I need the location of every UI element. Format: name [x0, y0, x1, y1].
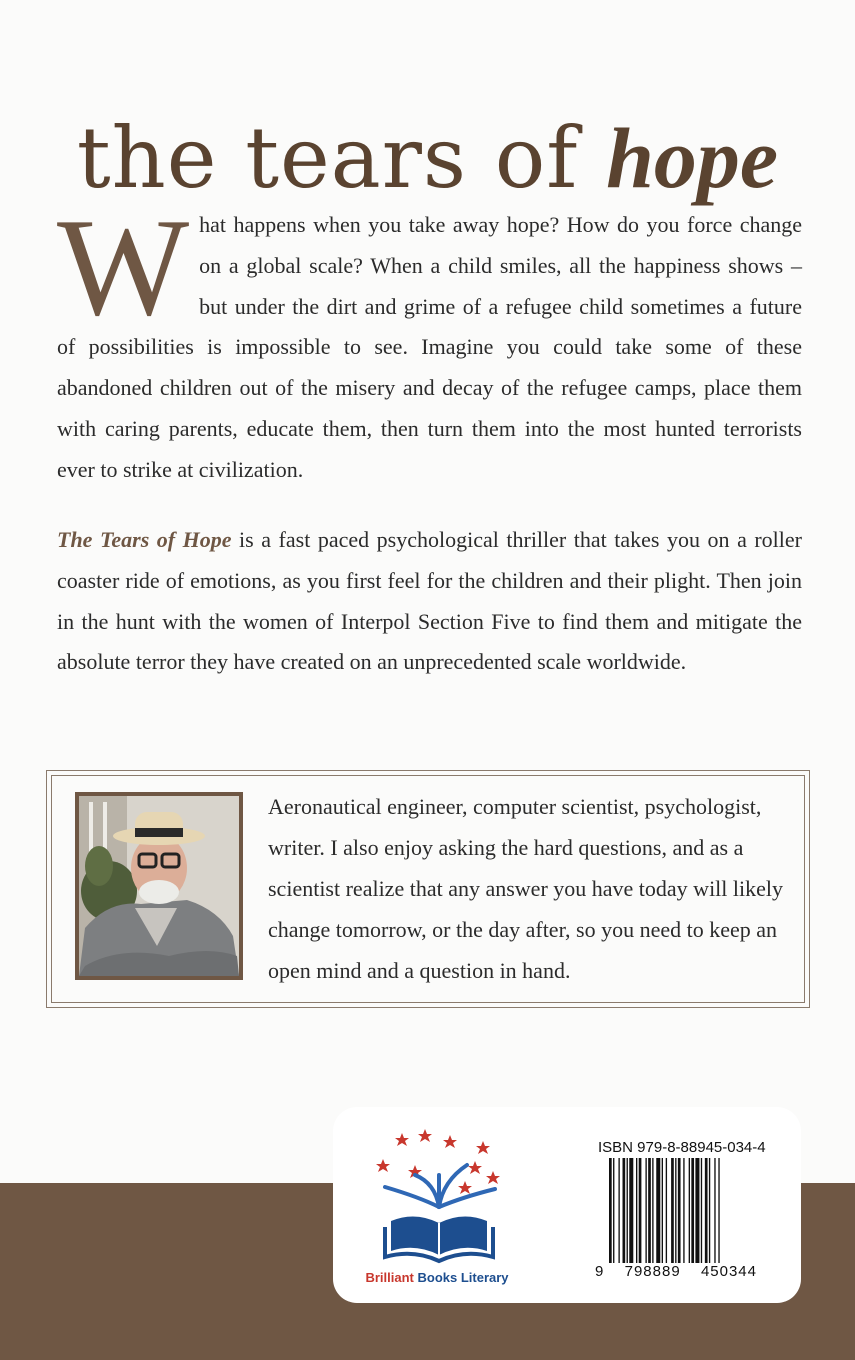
barcode-bar — [678, 1158, 681, 1274]
barcode-bar — [662, 1158, 663, 1274]
isbn-label: ISBN 979-8-88945-034-4 — [598, 1139, 766, 1156]
barcode-bar — [652, 1158, 653, 1274]
blurb-paragraph-1-text: hat happens when you take away hope? How do you force change on a global scale? When a child smiles, all the happiness shows – but under the dirt and grime of a refugee child sometimes a future of possibilities is impossible to see. Imagine you could take some of these abandoned children out of the misery and decay of the refugee camps, place them with caring parents, educate them, then turn them into the most hunted terrorists ever to strike at civilization. — [57, 212, 802, 482]
barcode-bar — [683, 1158, 684, 1274]
drop-cap: W — [57, 190, 190, 345]
author-photo — [75, 792, 243, 980]
title-emphasis: hope — [606, 110, 779, 206]
barcode-bar — [656, 1158, 660, 1274]
barcode-bar — [675, 1158, 676, 1274]
barcode-digit-lead: 9 — [595, 1263, 605, 1280]
barcode-bar — [718, 1158, 719, 1274]
barcode-bar — [623, 1158, 626, 1274]
barcode-bar — [701, 1158, 702, 1274]
barcode-bar — [695, 1158, 699, 1274]
publisher-logo-icon — [355, 1125, 525, 1290]
barcode-bar — [639, 1158, 642, 1274]
author-bio-text: Aeronautical engineer, computer scientist, psychologist, writer. I also enjoy asking the hard questions, and as a scientist realize that any answer you have today will likely change tomorrow, or the day after, so you need to keep an open mind and a question in hand. — [268, 794, 784, 983]
barcode-bar — [618, 1158, 619, 1274]
barcode-bar — [705, 1158, 708, 1274]
barcode-bar — [629, 1158, 633, 1274]
publisher-name-part2: Books Literary — [413, 1270, 509, 1285]
barcode-bar — [714, 1158, 715, 1274]
barcode-bar — [689, 1158, 690, 1274]
publisher-name-part1: Brilliant — [365, 1270, 414, 1285]
barcode-digits-group-1: 798889 — [624, 1263, 681, 1280]
author-portrait-image — [79, 796, 239, 976]
barcode-bar — [709, 1158, 710, 1274]
barcode-bar — [671, 1158, 674, 1274]
blurb-paragraph-2-text: is a fast paced psychological thriller that takes you on a roller coaster ride of emotions, as you first feel for the children and their plight. Then join in the hunt with the women of Interpol Section Five to find them and mitigate the absolute terror they have created on an unprecedented scale worldwide. — [57, 527, 802, 675]
barcode-bar — [645, 1158, 646, 1274]
publisher-name — [357, 1270, 517, 1285]
barcode-digits-group-2: 450344 — [700, 1263, 757, 1280]
barcode-bar — [636, 1158, 637, 1274]
blurb-paragraph-2 — [57, 520, 802, 683]
barcode-digits — [595, 1263, 757, 1280]
isbn-barcode — [595, 1158, 757, 1278]
barcode-bar — [648, 1158, 651, 1274]
barcode-bar — [609, 1158, 612, 1274]
blurb-paragraph-1 — [57, 190, 802, 491]
barcode-bar — [627, 1158, 628, 1274]
barcode-bar — [691, 1158, 694, 1274]
barcode-bar — [613, 1158, 614, 1274]
barcode-bar — [666, 1158, 667, 1274]
book-title-reference: The Tears of Hope — [57, 527, 232, 552]
title-prefix: the tears of — [76, 109, 579, 207]
